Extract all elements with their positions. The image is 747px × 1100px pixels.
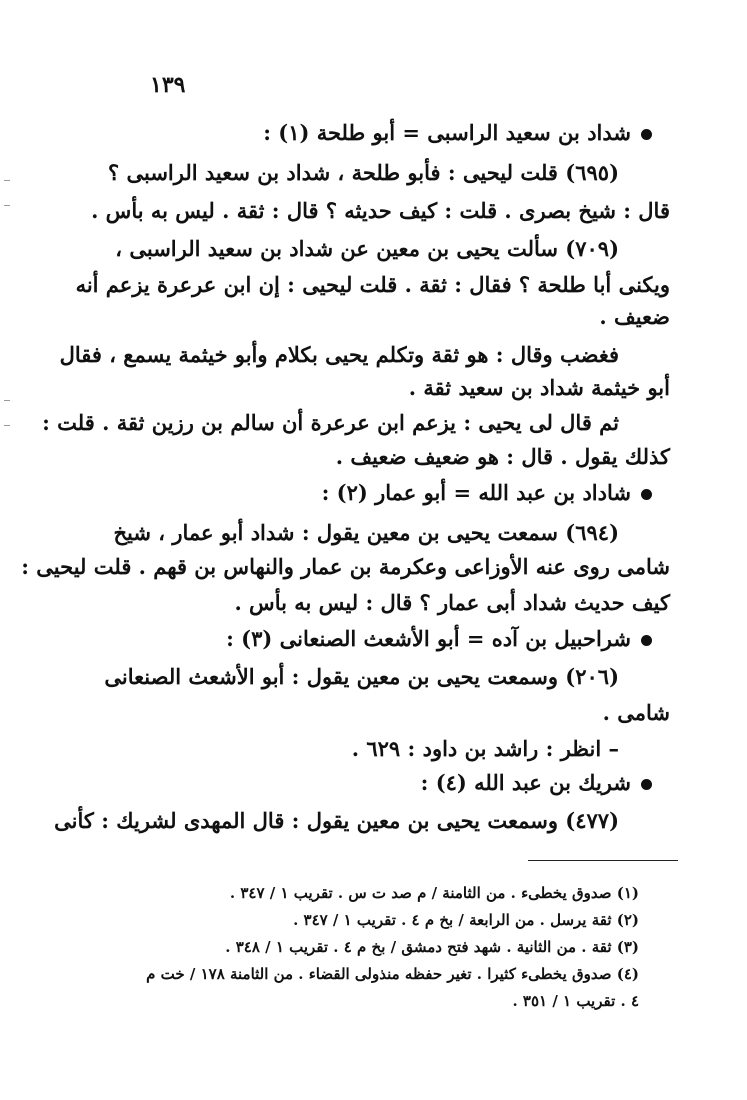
footnote-separator	[528, 860, 678, 861]
footnote: ٤ . تقريب ١ / ٣٥١ .	[512, 992, 639, 1010]
text-line: ويكنى أبا طلحة ؟ فقال : ثقة . قلت ليحيى : إن ابن عرعرة يزعم أنه	[75, 272, 670, 297]
text-line: ثم قال لى يحيى : يزعم ابن عرعرة أن سالم بن رزين ثقة . قلت :	[42, 410, 619, 435]
page-number: ١٣٩	[150, 72, 186, 98]
text-line: شامى روى عنه الأوزاعى وعكرمة بن عمار والنهاس بن قهم . قلت ليحيى :	[21, 554, 670, 579]
footnote: (١) صدوق يخطىء . من الثامنة / م صد ت س . تقريب ١ / ٣٤٧ .	[229, 884, 639, 902]
entry-heading: شراحبيل بن آده = أبو الأشعث الصنعانى (٣) :	[226, 624, 652, 654]
text-line: (٧٠٩) سألت يحيى بن معين عن شداد بن سعيد الراسبى ،	[115, 236, 619, 261]
text-line: ضعيف .	[599, 304, 670, 329]
text-line: كذلك يقول . قال : هو ضعيف ضعيف .	[335, 444, 670, 469]
footnote: (٢) ثقة يرسل . من الرابعة / بخ م ٤ . تقريب ١ / ٣٤٧ .	[293, 911, 639, 929]
text-line: (٦٩٤) سمعت يحيى بن معين يقول : شداد أبو عمار ، شيخ	[113, 520, 619, 545]
entry-heading: شريك بن عبد الله (٤) :	[421, 768, 652, 798]
margin-mark	[4, 205, 10, 206]
bullet-icon	[641, 635, 652, 646]
margin-mark	[4, 400, 10, 401]
text-line: (٦٩٥) قلت ليحيى : فأبو طلحة ، شداد بن سعيد الراسبى ؟	[108, 160, 619, 185]
entry-heading: شاداد بن عبد الله = أبو عمار (٢) :	[322, 478, 652, 508]
margin-mark	[4, 180, 10, 181]
bullet-icon	[641, 779, 652, 790]
text-line: – انظر : راشد بن داود : ٦٢٩ .	[351, 736, 619, 761]
bullet-icon	[641, 129, 652, 140]
margin-mark	[4, 425, 10, 426]
text-line: فغضب وقال : هو ثقة وتكلم يحيى بكلام وأبو خيثمة يسمع ، فقال	[59, 342, 619, 367]
text-line: (٤٧٧) وسمعت يحيى بن معين يقول : قال المهدى لشريك : كأنى	[54, 808, 619, 833]
footnote: (٤) صدوق يخطىء كثيرا . تغير حفظه منذولى القضاء . من الثامنة ١٧٨ / خت م	[146, 965, 639, 983]
text-line: أبو خيثمة شداد بن سعيد ثقة .	[408, 375, 670, 400]
text-line: شامى .	[602, 700, 670, 725]
entry-heading: شداد بن سعيد الراسبى = أبو طلحة (١) :	[263, 118, 652, 148]
text-line: كيف حديث شداد أبى عمار ؟ قال : ليس به بأس .	[234, 590, 670, 615]
text-line: (٢٠٦) وسمعت يحيى بن معين يقول : أبو الأشعث الصنعانى	[104, 664, 619, 689]
footnote: (٣) ثقة . من الثانية . شهد فتح دمشق / بخ م ٤ . تقريب ١ / ٣٤٨ .	[225, 938, 639, 956]
text-line: قال : شيخ بصرى . قلت : كيف حديثه ؟ قال : ثقة . ليس به بأس .	[91, 198, 670, 223]
bullet-icon	[641, 489, 652, 500]
